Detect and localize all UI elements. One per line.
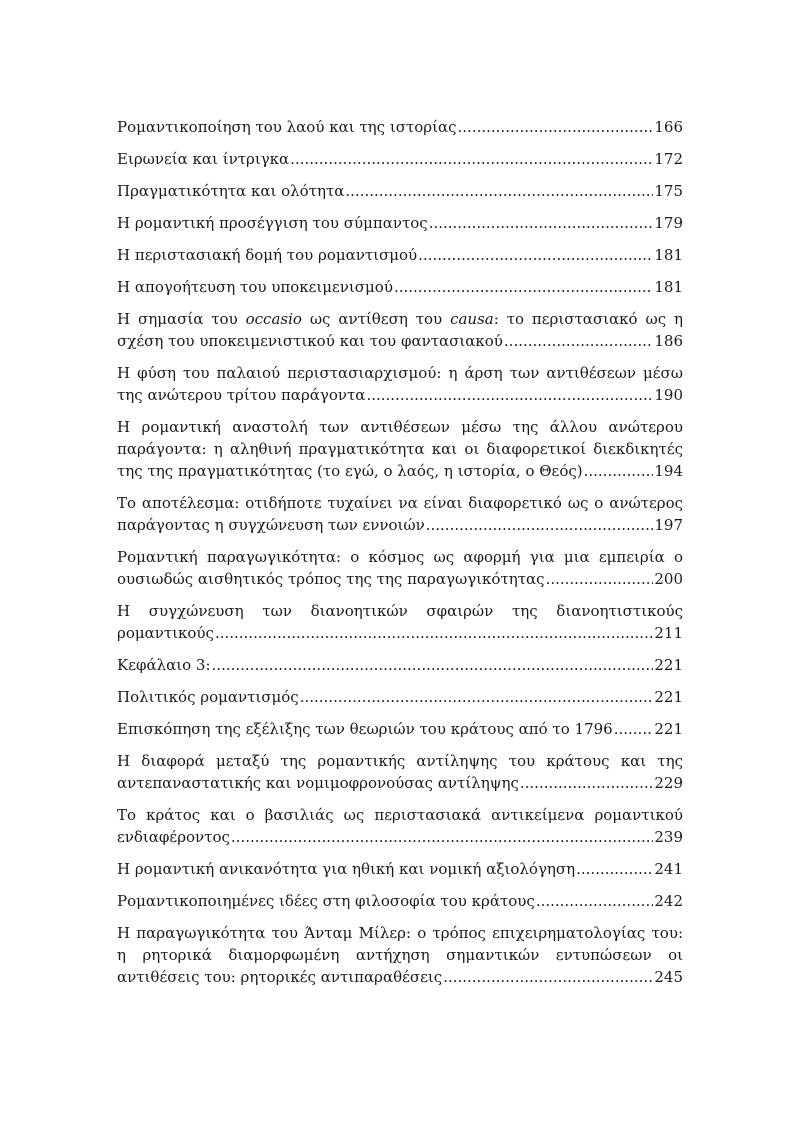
- dot-leader: [300, 686, 654, 708]
- toc-entry-line: [117, 772, 683, 794]
- dot-leader: [546, 568, 654, 590]
- page-number: 239: [654, 828, 683, 846]
- toc-entry: [117, 212, 683, 234]
- toc-entry: [117, 686, 683, 708]
- toc-entry: [117, 180, 683, 202]
- page-number: 175: [654, 182, 683, 200]
- toc-entry-line: [117, 460, 683, 482]
- page-number: 242: [654, 892, 683, 910]
- toc-entry-title: Ρομαντικοποίηση του λαού και της ιστορίας: [117, 118, 457, 136]
- dot-leader: [212, 654, 654, 676]
- toc-entry-title-line: παράγοντα: η αληθινή πραγματικότητα και οι διαφορετικοί διεκδικητές: [117, 440, 683, 458]
- toc-entry-line: [117, 116, 683, 138]
- toc-entry: [117, 804, 683, 848]
- toc-entry-title-line: Το αποτέλεσμα: οτιδήποτε τυχαίνει να είναι διαφορετικό ως ο ανώτερος: [117, 494, 683, 512]
- toc-entry-title-line: η ρητορικά διαμορφωμένη αντήχηση σημαντικών εντυπώσεων οι: [117, 946, 683, 964]
- toc-entry-title: αντιθέσεις του: ρητορικές αντιπαραθέσεις: [117, 968, 443, 986]
- toc-entry-title: Η περιστασιακή δομή του ρομαντισμού: [117, 246, 418, 264]
- page-number: 186: [654, 332, 683, 350]
- toc-entry-title: Ρομαντικοποιημένες ιδέες στη φιλοσοφία του κράτους: [117, 892, 535, 910]
- page-number: 211: [654, 624, 683, 642]
- table-of-contents: [117, 116, 683, 998]
- page-number: 181: [654, 246, 683, 264]
- toc-entry-line: [117, 384, 683, 406]
- page-number: 190: [654, 386, 683, 404]
- toc-entry-title: ουσιωδώς αισθητικός τρόπος της της παραγωγικότητας: [117, 570, 545, 588]
- dot-leader: [394, 276, 653, 298]
- dot-leader: [345, 180, 653, 202]
- toc-entry-title: της της πραγματικότητας (το εγώ, ο λαός, η ιστορία, ο Θεός): [117, 462, 583, 480]
- toc-entry-line: [117, 330, 683, 352]
- toc-entry-title-line: Ρομαντική παραγωγικότητα: ο κόσμος ως αφορμή για μια εμπειρία ο: [117, 548, 683, 566]
- toc-entry-title-line: Η συγχώνευση των διανοητικών σφαιρών της διανοητιστικούς: [117, 602, 683, 620]
- dot-leader: [366, 384, 653, 406]
- page-number: 221: [654, 688, 683, 706]
- toc-entry-title: Η ρομαντική προσέγγιση του σύμπαντος: [117, 214, 428, 232]
- dot-leader: [429, 212, 654, 234]
- toc-entry: [117, 654, 683, 676]
- toc-entry-title: Η ρομαντική ανικανότητα για ηθική και νομική αξιολόγηση: [117, 860, 576, 878]
- toc-entry-line: [117, 148, 683, 170]
- toc-entry-line: [117, 514, 683, 536]
- dot-leader: [536, 890, 654, 912]
- toc-entry-line: [117, 244, 683, 266]
- toc-entry-title-line: Η σημασία του occasio ως αντίθεση του causa: το περιστασιακό ως η: [117, 310, 684, 328]
- page-number: 181: [654, 278, 683, 296]
- toc-entry-title: Ειρωνεία και ίντριγκα: [117, 150, 290, 168]
- toc-entry-line: [117, 826, 683, 848]
- page-number: 166: [654, 118, 683, 136]
- page-number: 172: [654, 150, 683, 168]
- toc-entry-title: ρομαντικούς: [117, 624, 214, 642]
- toc-entry-line: [117, 180, 683, 202]
- toc-entry-line: [117, 568, 683, 590]
- toc-entry-title-line: Η παραγωγικότητα του Άνταμ Μίλερ: ο τρόπος επιχειρηματολογίας του:: [117, 924, 683, 942]
- toc-entry: [117, 148, 683, 170]
- dot-leader: [290, 148, 653, 170]
- toc-entry: [117, 858, 683, 880]
- toc-entry: [117, 276, 683, 298]
- dot-leader: [418, 244, 653, 266]
- toc-entry-title: της ανώτερου τρίτου παράγοντα: [117, 386, 366, 404]
- dot-leader: [584, 460, 654, 482]
- toc-entry-line: [117, 654, 683, 676]
- toc-entry: [117, 116, 683, 138]
- dot-leader: [520, 772, 653, 794]
- toc-entry: [117, 492, 683, 536]
- toc-entry-title: Πραγματικότητα και ολότητα: [117, 182, 345, 200]
- toc-entry: [117, 546, 683, 590]
- toc-entry-title: Πολιτικός ρομαντισμός: [117, 688, 299, 706]
- dot-leader: [426, 514, 654, 536]
- page-number: 221: [654, 656, 683, 674]
- toc-entry: [117, 308, 683, 352]
- page-number: 245: [654, 968, 683, 986]
- page-number: 194: [654, 462, 683, 480]
- page-number: 229: [654, 774, 683, 792]
- page-number: 200: [654, 570, 683, 588]
- toc-entry-title: σχέση του υποκειμενιστικού και του φαντασιακού: [117, 332, 503, 350]
- page-number: 241: [654, 860, 683, 878]
- toc-entry-line: [117, 966, 683, 988]
- toc-entry-line: [117, 858, 683, 880]
- dot-leader: [231, 826, 653, 848]
- dot-leader: [458, 116, 654, 138]
- toc-entry-line: [117, 718, 683, 740]
- toc-entry-title: αντεπαναστατικής και νομιμοφρονούσας αντίληψης: [117, 774, 519, 792]
- dot-leader: [443, 966, 653, 988]
- page-number: 197: [654, 516, 683, 534]
- toc-entry: [117, 890, 683, 912]
- toc-entry: [117, 718, 683, 740]
- toc-entry-line: [117, 276, 683, 298]
- toc-entry: [117, 750, 683, 794]
- toc-entry-title: παράγοντας η συγχώνευση των εννοιών: [117, 516, 425, 534]
- toc-entry-line: [117, 622, 683, 644]
- toc-entry: [117, 362, 683, 406]
- toc-entry: [117, 416, 683, 482]
- toc-entry-line: [117, 686, 683, 708]
- toc-entry-title-line: Το κράτος και ο βασιλιάς ως περιστασιακά αντικείμενα ρομαντικού: [117, 806, 683, 824]
- toc-entry: [117, 922, 683, 988]
- toc-entry-title-line: Η διαφορά μεταξύ της ρομαντικής αντίληψης του κράτους και της: [117, 752, 683, 770]
- toc-entry: [117, 244, 683, 266]
- dot-leader: [504, 330, 653, 352]
- page-number: 179: [654, 214, 683, 232]
- toc-entry: [117, 600, 683, 644]
- toc-entry-line: [117, 890, 683, 912]
- page-number: 221: [654, 720, 683, 738]
- toc-entry-title: ενδιαφέροντος: [117, 828, 230, 846]
- toc-entry-title-line: Η ρομαντική αναστολή των αντιθέσεων μέσω της άλλου ανώτερου: [117, 418, 683, 436]
- toc-entry-title-line: Η φύση του παλαιού περιστασιαρχισμού: η άρση των αντιθέσεων μέσω: [117, 364, 683, 382]
- toc-entry-line: [117, 212, 683, 234]
- dot-leader: [215, 622, 653, 644]
- toc-entry-title: Η απογοήτευση του υποκειμενισμού: [117, 278, 393, 296]
- dot-leader: [576, 858, 653, 880]
- dot-leader: [614, 718, 654, 740]
- toc-entry-title: Επισκόπηση της εξέλιξης των θεωριών του κράτους από το 1796: [117, 720, 613, 738]
- toc-entry-title: Κεφάλαιο 3:: [117, 656, 211, 674]
